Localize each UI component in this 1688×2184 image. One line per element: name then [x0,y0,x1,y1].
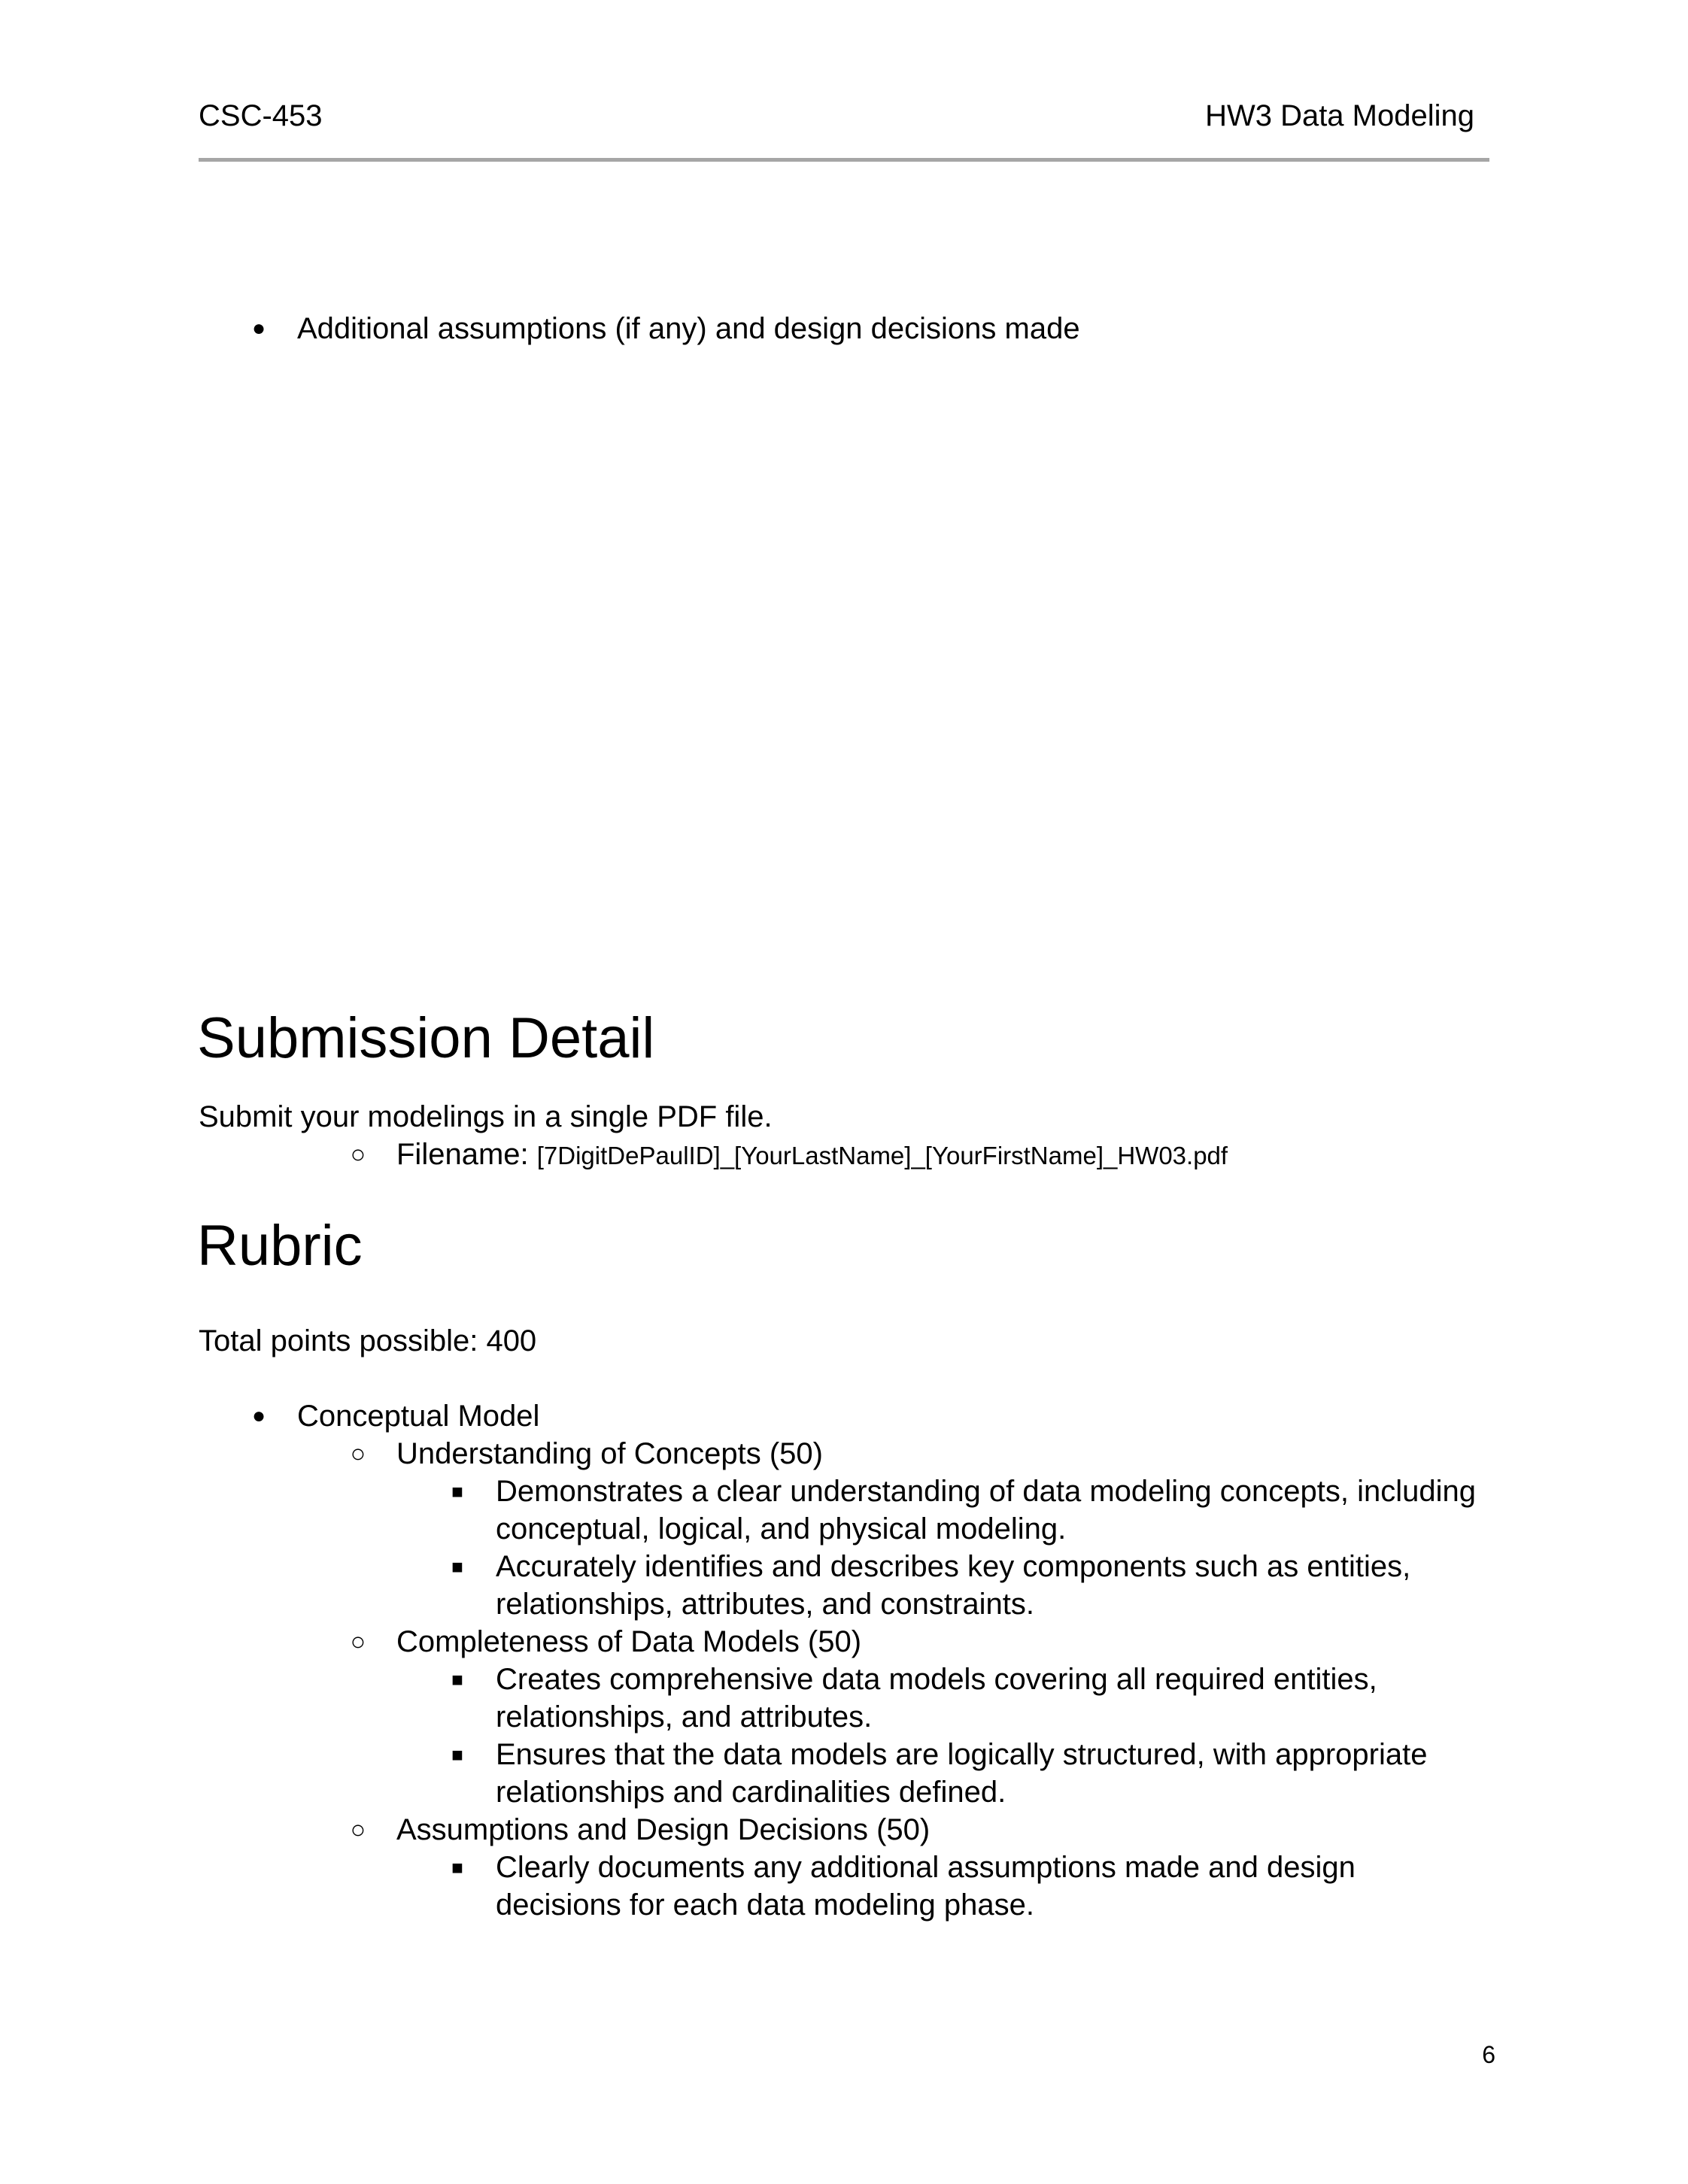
filename-line [396,1136,1228,1175]
header-document-title: HW3 Data Modeling [1205,99,1474,132]
bullet-square-icon: ■ [451,1856,463,1879]
bullet-circle-icon: ○ [350,1627,366,1656]
rubric-point-line: relationships, attributes, and constraints. [496,1588,1034,1621]
rubric-item-label: Understanding of Concepts (50) [396,1437,823,1470]
bullet-circle-icon: ○ [350,1815,366,1844]
rubric-section-title: Conceptual Model [297,1400,540,1433]
rubric-item-label: Completeness of Data Models (50) [396,1625,862,1658]
rubric-point-line: relationships, and attributes. [496,1700,873,1734]
rubric-point-line: conceptual, logical, and physical modeling. [496,1512,1067,1545]
header-course-code: CSC-453 [199,99,323,132]
header-divider [199,158,1489,162]
filename-value: [7DigitDePaulID]_[YourLastName]_[YourFirstName]_HW03.pdf [536,1142,1228,1169]
page-number: 6 [1482,2041,1495,2068]
submission-heading: Submission Detail [197,1006,655,1070]
rubric-point-line: decisions for each data modeling phase. [496,1888,1035,1922]
rubric-point-line: Creates comprehensive data models covering all required entities, [496,1663,1377,1696]
bullet-square-icon: ■ [451,1668,463,1691]
rubric-item-label: Assumptions and Design Decisions (50) [396,1813,931,1846]
bullet-circle-icon: ○ [350,1140,366,1169]
rubric-point-line: Clearly documents any additional assumptions made and design [496,1851,1356,1884]
bullet-square-icon: ■ [451,1743,463,1766]
rubric-heading: Rubric [197,1214,363,1278]
rubric-point-line: Ensures that the data models are logically structured, with appropriate [496,1738,1428,1771]
submission-text: Submit your modelings in a single PDF file. [199,1100,773,1133]
rubric-point-line: Accurately identifies and describes key components such as entities, [496,1550,1411,1583]
bullet-circle-icon: ○ [350,1439,366,1468]
bullet-disc-icon: ● [251,1403,266,1428]
rubric-total-points: Total points possible: 400 [199,1324,537,1357]
rubric-point-line: relationships and cardinalities defined. [496,1776,1006,1809]
rubric-point-line: Demonstrates a clear understanding of data modeling concepts, including [496,1475,1477,1508]
intro-bullet-text: Additional assumptions (if any) and design decisions made [297,312,1080,345]
bullet-square-icon: ■ [451,1555,463,1578]
bullet-square-icon: ■ [451,1480,463,1503]
filename-label: Filename: [396,1138,529,1171]
bullet-disc-icon: ● [251,316,266,341]
